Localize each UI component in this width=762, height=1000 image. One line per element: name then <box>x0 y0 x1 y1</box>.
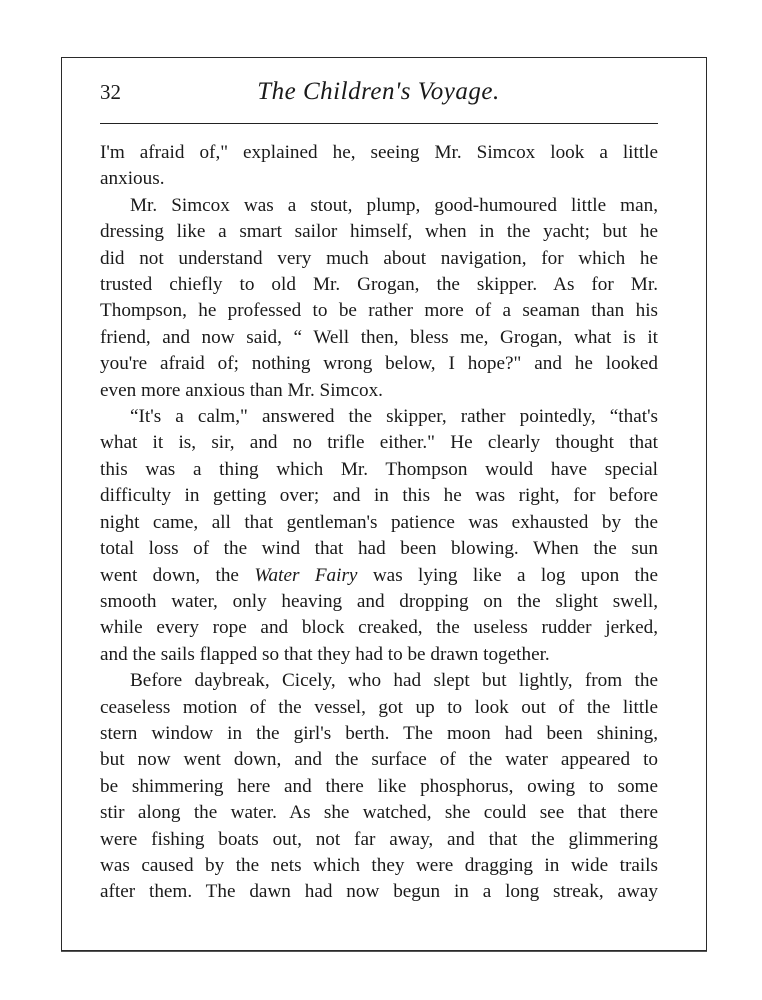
text-line: and the sails flapped so that they had to be drawn together. <box>100 643 550 665</box>
header-rule <box>100 123 658 124</box>
text-line: what it is, sir, and no trifle either." He clearly thought that <box>100 432 658 454</box>
text-line: while every rope and block creaked, the useless rudder jerked, <box>100 617 658 639</box>
page-border-bottom-rule <box>61 951 707 952</box>
text-line: stern window in the girl's berth. The moon had been shining, <box>100 722 658 744</box>
paragraph <box>100 140 658 193</box>
text-line: dressing like a smart sailor himself, when in the yacht; but he <box>100 221 658 243</box>
text-line: went down, the Water Fairy was lying like a log upon the <box>100 564 658 586</box>
text-line: smooth water, only heaving and dropping on the slight swell, <box>100 590 658 612</box>
text-line: were fishing boats out, not far away, and that the glimmering <box>100 828 658 850</box>
paragraph <box>100 668 658 906</box>
paragraph <box>100 193 658 404</box>
text-line: difficulty in getting over; and in this he was right, for before <box>100 485 658 507</box>
text-line: trusted chiefly to old Mr. Grogan, the skipper. As for Mr. <box>100 274 658 296</box>
text-line: night came, all that gentleman's patience was exhausted by the <box>100 511 658 533</box>
text-line: Thompson, he professed to be rather more of a seaman than his <box>100 300 658 322</box>
running-title: The Children's Voyage. <box>257 78 500 105</box>
text-line: stir along the water. As she watched, she could see that there <box>100 802 658 824</box>
text-line: ceaseless motion of the vessel, got up to look out of the little <box>100 696 658 718</box>
page-header <box>100 76 657 116</box>
text-line: this was a thing which Mr. Thompson would have special <box>100 458 658 480</box>
text-line: did not understand very much about navigation, for which he <box>100 247 658 269</box>
text-line: even more anxious than Mr. Simcox. <box>100 379 383 401</box>
text-line: after them. The dawn had now begun in a long streak, away <box>100 881 658 903</box>
text-line: Mr. Simcox was a stout, plump, good-humoured little man, <box>130 194 658 216</box>
page-number: 32 <box>100 80 121 104</box>
text-line: friend, and now said, “ Well then, bless me, Grogan, what is it <box>100 326 658 348</box>
text-line: total loss of the wind that had been blowing. When the sun <box>100 538 658 560</box>
body-text <box>100 140 658 906</box>
text-line: “It's a calm," answered the skipper, rather pointedly, “that's <box>130 406 658 428</box>
text-line: was caused by the nets which they were dragging in wide trails <box>100 854 658 876</box>
paragraph <box>100 404 658 668</box>
text-line: Before daybreak, Cicely, who had slept but lightly, from the <box>130 670 658 692</box>
text-line: you're afraid of; nothing wrong below, I hope?" and he looked <box>100 353 658 375</box>
text-line: but now went down, and the surface of the water appeared to <box>100 749 658 771</box>
text-line: be shimmering here and there like phosphorus, owing to some <box>100 775 658 797</box>
text-line: anxious. <box>100 168 165 190</box>
text-line: I'm afraid of," explained he, seeing Mr. Simcox look a little <box>100 142 658 163</box>
